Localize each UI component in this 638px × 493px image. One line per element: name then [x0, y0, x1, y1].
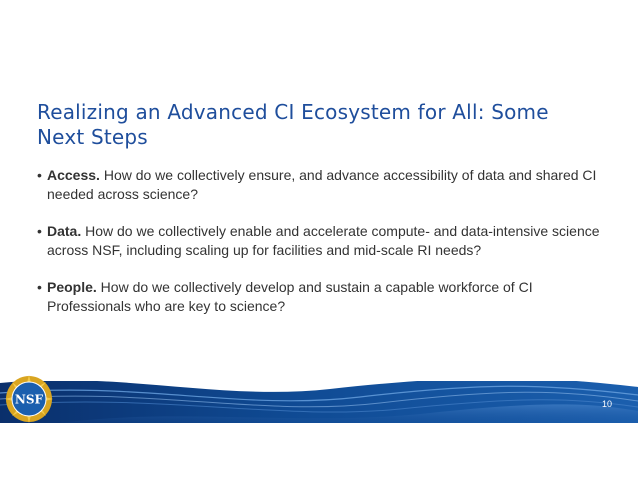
- page-number: 10: [601, 399, 612, 409]
- bullet-dot: •: [37, 223, 42, 239]
- slide-title: Realizing an Advanced CI Ecosystem for All: Some Next Steps: [37, 100, 549, 149]
- bullet-access: [37, 166, 612, 204]
- bullet-dot: •: [37, 279, 42, 295]
- bullet-lead: Data.: [47, 223, 82, 239]
- logo-text: NSF: [14, 392, 44, 407]
- bullet-dot: •: [37, 167, 42, 183]
- nsf-logo: [5, 375, 53, 423]
- wave-graphic: [0, 371, 638, 423]
- bullet-list: [37, 166, 612, 334]
- bullet-text: How do we collectively ensure, and advance accessibility of data and shared CI needed across science?: [47, 167, 597, 202]
- bullet-lead: Access.: [47, 167, 100, 183]
- bullet-text: How do we collectively develop and sustain a capable workforce of CI Professionals who are key to science?: [47, 279, 533, 314]
- nsf-seal-icon: [5, 375, 53, 423]
- bullet-text: How do we collectively enable and accelerate compute- and data-intensive science across NSF, including scaling up for facilities and mid-scale RI needs?: [47, 223, 600, 258]
- bullet-people: [37, 278, 612, 316]
- bullet-lead: People.: [47, 279, 97, 295]
- footer-wave-band: [0, 371, 638, 423]
- bullet-data: [37, 222, 612, 260]
